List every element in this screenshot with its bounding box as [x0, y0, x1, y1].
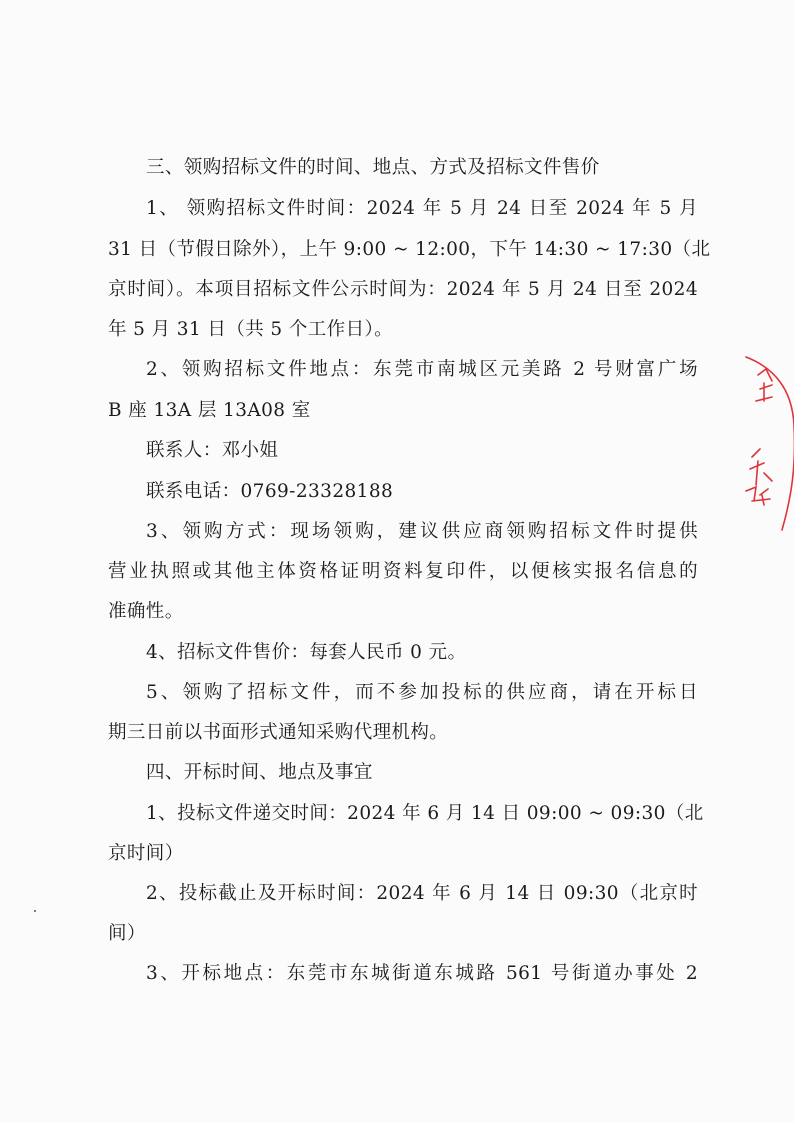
contact-phone: 联系电话：0769-23328188	[146, 481, 394, 502]
paragraph-line: 5、领购了招标文件，而不参加投标的供应商，请在开标日	[146, 682, 698, 703]
paragraph-line: 期三日前以书面形式通知采购代理机构。	[108, 722, 449, 743]
paragraph-line: 准确性。	[108, 601, 184, 622]
seal-stamp-fragment	[742, 345, 794, 545]
paragraph-line: 间）	[108, 923, 146, 944]
paragraph-line: 2、投标截止及开标时间：2024 年 6 月 14 日 09:30（北京时	[146, 883, 698, 904]
section-heading-3: 三、领购招标文件的时间、地点、方式及招标文件售价	[146, 157, 600, 178]
paragraph-line: 京时间）。本项目招标文件公示时间为：2024 年 5 月 24 日至 2024	[108, 279, 698, 300]
paragraph-line: 营业执照或其他主体资格证明资料复印件，以便核实报名信息的	[108, 561, 698, 582]
paragraph-line: 1、 领购招标文件时间：2024 年 5 月 24 日至 2024 年 5 月	[146, 198, 698, 219]
paragraph-line: 4、招标文件售价：每套人民币 0 元。	[146, 642, 467, 663]
contact-person: 联系人：邓小姐	[146, 440, 279, 461]
paragraph-line: 3、领购方式：现场领购，建议供应商领购招标文件时提供	[146, 521, 698, 542]
scan-speck	[34, 910, 36, 912]
section-heading-4: 四、开标时间、地点及事宜	[146, 762, 373, 783]
paragraph-line: B 座 13A 层 13A08 室	[108, 400, 311, 421]
paragraph-line: 1、投标文件递交时间：2024 年 6 月 14 日 09:00 ~ 09:30（北	[146, 803, 704, 824]
paragraph-line: 2、领购招标文件地点：东莞市南城区元美路 2 号财富广场	[146, 359, 698, 380]
paragraph-line: 3、开标地点：东莞市东城街道东城路 561 号街道办事处 2	[146, 963, 698, 984]
paragraph-line: 31 日（节假日除外），上午 9:00 ~ 12:00，下午 14:30 ~ 17:30（北	[108, 239, 711, 260]
paragraph-line: 京时间）	[108, 843, 184, 864]
paragraph-line: 年 5 月 31 日（共 5 个工作日）。	[108, 319, 394, 340]
